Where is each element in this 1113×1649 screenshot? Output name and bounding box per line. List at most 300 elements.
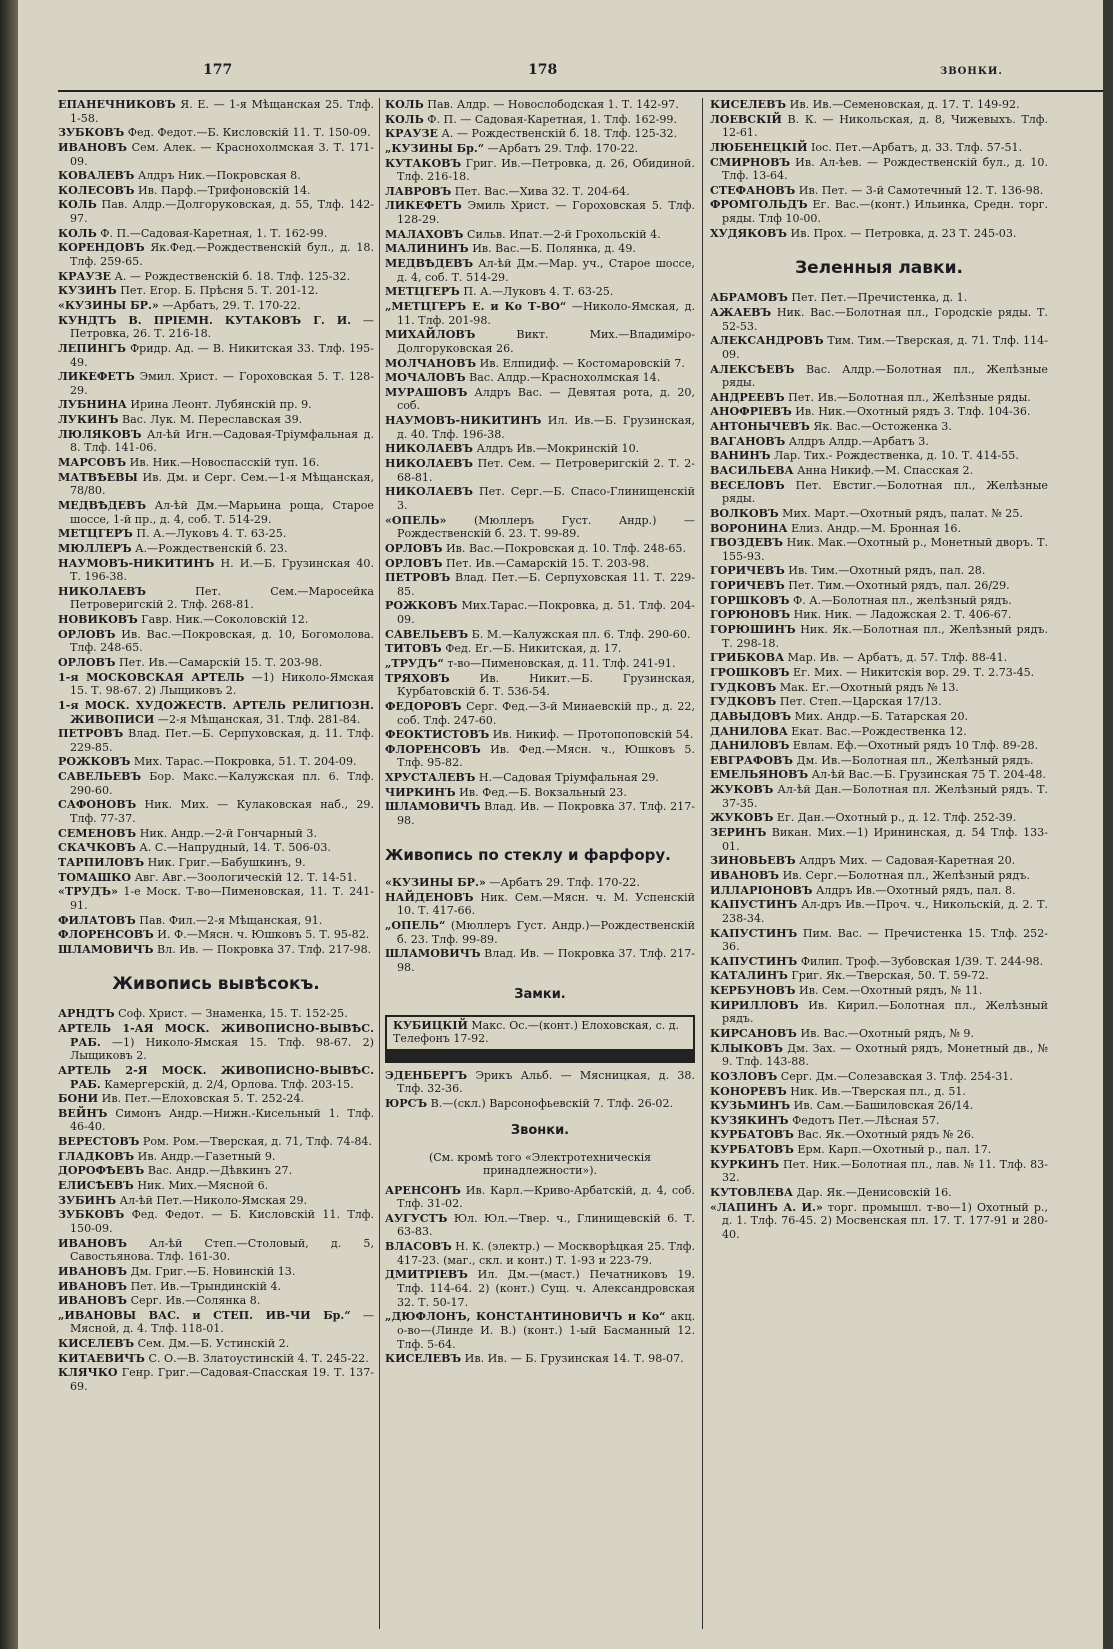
entry-details: Гавр. Ник.—Соколовскій 12. <box>141 613 309 627</box>
page-number: 178 <box>528 62 558 78</box>
entry-details: Іос. Пет.—Арбатъ, д. 33. Тлф. 57-51. <box>810 140 1023 154</box>
entry-details: Ал-ѣй Вас.—Б. Грузинская 75 Т. 204-48. <box>811 768 1046 782</box>
directory-entry <box>58 241 374 268</box>
entry-details: Ф. П. — Садовая-Каретная, 1. Тлф. 162-99. <box>427 112 678 126</box>
directory-entry <box>710 608 1048 622</box>
entry-name: КИТАЕВИЧЪ <box>58 1351 145 1365</box>
directory-entry <box>58 628 374 655</box>
directory-entry <box>58 169 374 183</box>
entry-name: КАПУСТИНЪ <box>710 926 798 940</box>
entry-details: Эмил. Христ. — Гороховская 5. Т. 128-29. <box>70 370 374 397</box>
directory-entry <box>58 1164 374 1178</box>
directory-entry <box>710 1042 1048 1069</box>
directory-entry <box>58 370 374 397</box>
entry-details: Ирина Леонт. Лубянскій пр. 9. <box>130 398 312 412</box>
entry-name: ВОРОНИНА <box>710 521 788 535</box>
entry-name: ВАНИНЪ <box>710 449 771 463</box>
entry-details: Ив. Серг.—Болотная пл., Желѣзный рядъ. <box>782 868 1030 882</box>
entry-name: КУРБАТОВЪ <box>710 1143 794 1157</box>
entry-name: ЕЛИСѢЕВЪ <box>58 1179 134 1193</box>
directory-entry <box>385 285 695 299</box>
entry-details: А. С.—Напрудный, 14. Т. 506-03. <box>139 841 331 855</box>
entry-details: Пет. Егор. Б. Прѣсня 5. Т. 201-12. <box>120 284 319 298</box>
entry-name: „ОПЕЛЬ“ <box>385 919 446 933</box>
directory-entry <box>710 156 1048 183</box>
column-1 <box>58 98 374 1641</box>
directory-entry <box>385 700 695 727</box>
entry-details: Ник. Сем.—Мясн. ч. М. Успенскій 10. Т. 417-66. <box>397 890 695 918</box>
entry-name: НАУМОВЪ-НИКИТИНЪ <box>58 556 215 570</box>
entry-name: АРЕНСОНЪ <box>385 1183 461 1197</box>
entry-name: ГУДКОВЪ <box>710 695 777 709</box>
directory-entry <box>58 98 374 125</box>
entry-name: МАЛАХОВЪ <box>385 227 464 241</box>
directory-entry <box>58 1064 374 1091</box>
directory-entry <box>385 98 695 112</box>
entry-name: ГЛАДКОВЪ <box>58 1149 135 1163</box>
directory-entry <box>710 984 1048 998</box>
entry-details: Вас. Лук. М. Переславская 39. <box>122 413 303 427</box>
entry-details: И. Ф.—Мясн. ч. Юшковъ 5. Т. 95-82. <box>157 928 370 942</box>
ad-text: Макс. Ос.—(конт.) Елоховская, с. д. Телефонъ 17-92. <box>393 1018 680 1046</box>
entry-name: ИВАНОВЪ <box>58 140 128 154</box>
entry-name: АУГУСТЪ <box>385 1211 448 1225</box>
entry-name: МИХАЙЛОВЪ <box>385 328 476 342</box>
entry-details: В.—(скл.) Варсонофьевскій 7. Тлф. 26-02. <box>430 1096 674 1110</box>
directory-list <box>385 98 695 828</box>
entry-name: МЮЛЛЕРЪ <box>58 541 132 555</box>
entry-details: Пет. Евстиг.—Болотная пл., Желѣзные ряды. <box>722 478 1048 506</box>
entry-name: МОЛЧАНОВЪ <box>385 356 477 370</box>
directory-entry <box>58 827 374 841</box>
entry-details: Ив. Пет.—Елоховская 5. Т. 252-24. <box>101 1092 305 1106</box>
directory-entry <box>385 228 695 242</box>
entry-name: «ЛАПИНЪ А. И.» <box>710 1200 823 1214</box>
directory-entry <box>58 727 374 754</box>
entry-details: Бор. Макс.—Калужская пл. 6. Тлф. 290-60. <box>70 770 374 797</box>
entry-name: „ДЮФЛОНЪ, КОНСТАНТИНОВИЧЪ и Ко“ <box>385 1310 666 1324</box>
entry-details: Сем. Алек. — Краснохолмская 3. Т. 171-09. <box>70 140 374 168</box>
entry-details: С. О.—В. Златоустинскій 4. Т. 245-22. <box>148 1351 369 1365</box>
directory-entry <box>710 1099 1048 1113</box>
entry-name: МАТВѢЕВЫ <box>58 470 138 484</box>
entry-name: КИРИЛЛОВЪ <box>710 998 799 1012</box>
directory-entry <box>710 999 1048 1026</box>
directory-entry <box>58 1237 374 1264</box>
directory-entry <box>58 755 374 769</box>
entry-details: (Мюллеръ Густ. Андр.)—Рождественскій б. 23. Тлф. 99-89. <box>397 919 695 946</box>
entry-details: Викан. Мих.—1) Ирининская, д. 54 Тлф. 133-01. <box>722 826 1048 853</box>
entry-name: ТОМАШКО <box>58 870 132 884</box>
entry-name: ОРЛОВЪ <box>58 627 116 641</box>
section-heading-glass: Живопись по стеклу и фарфору. <box>385 845 671 864</box>
entry-details: Вл. Ив. — Покровка 37. Тлф. 217-98. <box>157 942 372 956</box>
entry-details: акц. о-во—(Линде И. В.) (конт.) 1-ый Басманный 12. Тлф. 5-64. <box>397 1310 695 1351</box>
entry-details: Серг. Ив.—Солянка 8. <box>130 1294 261 1308</box>
entry-details: Ив. Прох. — Петровка, д. 23 Т. 245-03. <box>790 226 1017 240</box>
book-binding-edge <box>0 0 18 1649</box>
entry-details: Алдръ Вас. — Девятая рота, д. 20, соб. <box>397 385 695 413</box>
entry-name: ШЛАМОВИЧЪ <box>58 942 154 956</box>
entry-details: Ив. Фед.—Б. Вокзальный 23. <box>459 785 627 799</box>
entry-details: Анна Никиф.—М. Спасская 2. <box>797 464 974 477</box>
entry-details: Серг. Дм.—Солезавская 3. Тлф. 254-31. <box>780 1069 1013 1083</box>
entry-details: Ник. Григ.—Бабушкинъ, 9. <box>147 855 306 869</box>
directory-entry <box>58 141 374 168</box>
entry-details: Сем. Дм.—Б. Устинскій 2. <box>137 1337 290 1351</box>
directory-entry <box>710 969 1048 983</box>
entry-name: „КУЗИНЫ Бр.“ <box>385 141 485 155</box>
directory-entry <box>58 1337 374 1351</box>
entry-name: КИРСАНОВЪ <box>710 1026 797 1040</box>
entry-name: НИКОЛАЕВЪ <box>385 457 474 471</box>
directory-entry <box>710 695 1048 709</box>
entry-details: А.—Рождественскій б. 23. <box>135 541 288 555</box>
entry-name: ПЕТРОВЪ <box>58 727 124 741</box>
advertisement-box <box>385 1015 695 1063</box>
book-page <box>18 0 1103 1649</box>
entry-name: КОЛЕСОВЪ <box>58 183 135 197</box>
entry-name: ЛАВРОВЪ <box>385 184 452 198</box>
directory-entry <box>385 1097 695 1111</box>
directory-entry <box>710 113 1048 140</box>
entry-details: Эрикъ Альб. — Мясницкая, д. 38. Тлф. 32-36. <box>397 1068 695 1096</box>
directory-list <box>58 98 374 956</box>
entry-details: Ник. Ив.—Тверская пл., д. 51. <box>790 1084 966 1098</box>
entry-details: Ник. Вас.—Болотная пл., Городскіе ряды. Т. 52-53. <box>722 305 1048 333</box>
entry-name: ГВОЗДЕВЪ <box>710 536 784 550</box>
directory-entry <box>58 1107 374 1134</box>
entry-details: Алдръ Ник.—Покровская 8. <box>137 169 301 183</box>
directory-list <box>385 1069 695 1111</box>
entry-name: КУРБАТОВЪ <box>710 1128 794 1142</box>
entry-name: ФРОМГОЛЬДЪ <box>710 198 808 212</box>
entry-name: „МЕТЦГЕРЪ Е. и Ко Т-ВО“ <box>385 299 567 313</box>
directory-entry <box>58 1352 374 1366</box>
entry-name: ИВАНОВЪ <box>58 1279 128 1293</box>
entry-name: АНДРЕЕВЪ <box>710 390 785 404</box>
entry-details: Ник. Як.—Болотная пл., Желѣзный рядъ. Т. 298-18. <box>722 623 1048 650</box>
entry-details: Ив. Фед.—Мясн. ч., Юшковъ 5. Тлф. 95-82. <box>397 742 695 770</box>
directory-entry <box>385 185 695 199</box>
entry-name: ВЕСЕЛОВЪ <box>710 478 785 492</box>
entry-name: СКАЧКОВЪ <box>58 841 136 855</box>
column-2 <box>385 98 695 1641</box>
directory-entry <box>385 1352 695 1366</box>
entry-name: ЕМЕЛЬЯНОВЪ <box>710 768 809 782</box>
directory-entry <box>58 585 374 612</box>
entry-details: Сильв. Ипат.—2-й Грохольскій 4. <box>466 227 661 241</box>
directory-entry <box>710 198 1048 225</box>
directory-entry <box>58 413 374 427</box>
entry-name: ВЛАСОВЪ <box>385 1240 452 1254</box>
entry-details: 1-е Моск. Т-во—Пименовская, 11. Т. 241-91. <box>70 885 374 912</box>
directory-entry <box>385 800 695 827</box>
entry-name: КУТАКОВЪ <box>385 156 462 170</box>
directory-entry <box>58 1179 374 1193</box>
entry-name: ИВАНОВЪ <box>58 1236 128 1250</box>
directory-entry <box>58 557 374 584</box>
directory-entry <box>710 666 1048 680</box>
left-page-number: 177 <box>203 62 233 78</box>
directory-entry <box>710 1070 1048 1084</box>
entry-name: НИКОЛАЕВЪ <box>385 485 474 499</box>
entry-details: Ив. Ал-ѣев. — Рождественскій бул., д. 10. Тлф. 13-64. <box>722 155 1048 183</box>
column-divider <box>379 98 380 1629</box>
entry-name: ИВАНОВЪ <box>58 1294 128 1308</box>
directory-entry <box>385 771 695 785</box>
entry-details: Я. Е. — 1-я Мѣщанская 25. Тлф. 1-58. <box>70 98 374 125</box>
directory-entry <box>58 499 374 526</box>
entry-details: Пим. Вас. — Пречистенка 15. Тлф. 252-36. <box>722 926 1048 954</box>
directory-entry <box>385 557 695 571</box>
entry-details: Пав. Алдр.—Долгоруковская, д. 55, Тлф. 142-97. <box>70 198 374 226</box>
entry-details: Влад. Ив. — Покровка 37. Тлф. 217-98. <box>397 800 695 828</box>
directory-entry <box>710 1128 1048 1142</box>
entry-name: САФОНОВЪ <box>58 798 137 812</box>
entry-details: Пав. Фил.—2-я Мѣщанская, 91. <box>139 913 323 927</box>
directory-entry <box>58 198 374 225</box>
entry-details: Ник. Ник. — Ладожская 2. Т. 406-67. <box>793 608 1012 622</box>
entry-name: КЛЫКОВЪ <box>710 1041 783 1055</box>
directory-entry <box>58 671 374 698</box>
entry-details: Ник. Мих. — Кулаковская наб., 29. Тлф. 77-37. <box>70 798 374 826</box>
entry-details: Ф. П.—Садовая-Каретная, 1. Т. 162-99. <box>100 226 328 240</box>
entry-name: ИВАНОВЪ <box>710 868 780 882</box>
entry-details: Фед. Ег.—Б. Никитская, д. 17. <box>445 642 622 656</box>
entry-name: ЖУКОВЪ <box>710 783 774 797</box>
entry-details: Мак. Ег.—Охотный рядъ № 13. <box>779 680 959 694</box>
entry-name: ВАГАНОВЪ <box>710 434 786 448</box>
directory-entry <box>58 1208 374 1235</box>
entry-name: КИСЕЛЕВЪ <box>385 1352 462 1366</box>
entry-name: ЗИНОВЬЕВЪ <box>710 854 796 868</box>
entry-details: —1) Николо-Ямская 15. Т. 98-67. 2) Лыщиковъ 2. <box>70 670 374 698</box>
entry-details: Ив. Сам.—Башиловская 26/14. <box>793 1099 974 1113</box>
directory-entry <box>710 768 1048 782</box>
directory-entry <box>710 927 1048 954</box>
directory-entry <box>385 876 695 890</box>
entry-details: Фед. Федот.—Б. Кисловскій 11. Т. 150-09. <box>127 126 371 140</box>
entry-name: КИСЕЛЕВЪ <box>58 1337 135 1351</box>
entry-name: МЕТЦГЕРЪ <box>58 527 133 541</box>
directory-entry <box>58 928 374 942</box>
directory-entry <box>710 291 1048 305</box>
entry-details: Влад. Пет.—Б. Серпуховская, д. 11. Тлф. 229-85. <box>70 727 374 754</box>
directory-entry <box>385 142 695 156</box>
entry-name: ФЕОКТИСТОВЪ <box>385 728 490 742</box>
entry-details: Мих.Тарас.—Покровка, д. 51. Тлф. 204-09. <box>397 599 695 627</box>
entry-details: Ив. Ник.—Охотный рядъ 3. Тлф. 104-36. <box>795 405 1031 419</box>
entry-details: Пет. Пет.—Пречистенка, д. 1. <box>791 291 968 305</box>
directory-entry <box>385 919 695 946</box>
entry-details: Ал-ѣй Дм.—Марьина роща, Старое шоссе, 1-й пр., д. 4, соб. Т. 514-29. <box>70 498 374 526</box>
entry-details: Мих. Андр.—Б. Татарская 20. <box>794 709 969 723</box>
section-heading-bells: Звонки. <box>510 1122 570 1138</box>
entry-details: Алдръ Мих. — Садовая-Каретная 20. <box>799 854 1016 868</box>
directory-entry <box>58 456 374 470</box>
entry-details: Ив. Кирил.—Болотная пл., Желѣзный рядъ. <box>722 998 1048 1026</box>
entry-name: МЕДВѢДЕВЪ <box>385 257 474 271</box>
directory-entry <box>385 257 695 284</box>
entry-details: Ф. А.—Болотная пл., желѣзный рядъ. <box>793 593 1012 607</box>
directory-entry <box>385 657 695 671</box>
entry-details: Вас. Як.—Охотный рядъ № 26. <box>797 1128 975 1142</box>
directory-entry <box>710 479 1048 506</box>
entry-name: ОРЛОВЪ <box>385 541 443 555</box>
directory-entry <box>710 783 1048 810</box>
entry-name: МАРСОВЪ <box>58 456 127 470</box>
directory-list <box>710 98 1048 240</box>
entry-details: Ив. Вас.—Покровская д. 10. Тлф. 248-65. <box>446 541 686 555</box>
directory-entry <box>58 943 374 957</box>
entry-name: СЕМЕНОВЪ <box>58 826 137 840</box>
directory-entry <box>710 898 1048 925</box>
entry-name: ИЛЛАРІОНОВЪ <box>710 883 813 897</box>
directory-entry <box>58 314 374 341</box>
directory-entry <box>385 157 695 184</box>
entry-details: —Арбатъ 29. Тлф. 170-22. <box>489 876 640 890</box>
directory-entry <box>385 628 695 642</box>
directory-entry <box>58 527 374 541</box>
entry-details: Симонъ Андр.—Нижн.-Кисельный 1. Тлф. 46-40. <box>70 1106 374 1134</box>
directory-entry <box>385 1268 695 1309</box>
entry-name: ЛИКЕФЕТЪ <box>385 199 462 213</box>
entry-name: ВАСИЛЬЕВА <box>710 464 794 477</box>
directory-entry <box>710 507 1048 521</box>
entry-details: Як. Вас.—Остоженка 3. <box>813 420 952 434</box>
entry-name: РОЖКОВЪ <box>58 755 131 769</box>
entry-name: БОНИ <box>58 1092 99 1106</box>
entry-name: ГРИБКОВА <box>710 651 785 665</box>
entry-name: МАЛИНИНЪ <box>385 242 469 256</box>
entry-details: Ив. Елпидиф. — Костомаровскій 7. <box>479 356 685 370</box>
entry-name: АРНДТЪ <box>58 1007 115 1021</box>
entry-name: ЛЮЛЯКОВЪ <box>58 427 142 441</box>
directory-entry <box>385 1069 695 1096</box>
entry-details: Ил. Ив.—Б. Грузинская, д. 40. Тлф. 196-38. <box>397 414 695 441</box>
entry-details: (Мюллеръ Густ. Андр.) — Рождественскій б. 23. Т. 99-89. <box>397 513 695 541</box>
directory-entry <box>58 471 374 498</box>
directory-entry <box>58 126 374 140</box>
entry-name: САВЕЛЬЕВЪ <box>385 627 469 641</box>
directory-entry <box>710 435 1048 449</box>
entry-name: ГОРИЧЕВЪ <box>710 564 785 578</box>
entry-details: Пет. Ив.—Самарскій 15. Т. 203-98. <box>446 556 650 570</box>
entry-details: Ив. Пет. — 3-й Самотечный 12. Т. 136-98. <box>798 183 1044 197</box>
entry-name: ГОРИЧЕВЪ <box>710 579 785 593</box>
directory-entry <box>710 594 1048 608</box>
section-heading-greens: Зеленныя лавки. <box>795 258 963 279</box>
directory-entry <box>385 242 695 256</box>
entry-details: Дм. Григ.—Б. Новинскій 13. <box>130 1264 296 1278</box>
entry-details: Федотъ Пет.—Лѣсная 57. <box>792 1113 940 1127</box>
entry-details: Эмиль Христ. — Гороховская 5. Тлф. 128-29. <box>397 199 695 227</box>
directory-entry <box>385 642 695 656</box>
entry-details: Вас. Алдр.—Краснохолмская 14. <box>469 371 661 385</box>
directory-entry <box>385 1240 695 1267</box>
entry-details: —Петровка, 26. Т. 216-18. <box>70 313 374 341</box>
directory-entry <box>385 127 695 141</box>
entry-details: Пет. Тим.—Охотный рядъ, пал. 26/29. <box>788 579 1010 593</box>
entry-name: НИКОЛАЕВЪ <box>58 584 147 598</box>
entry-name: ЭДЕНБЕРГЪ <box>385 1068 468 1082</box>
entry-details: —2-я Мѣщанская, 31. Тлф. 281-84. <box>157 712 361 726</box>
directory-entry <box>710 1186 1048 1200</box>
entry-name: ЕВГРАФОВЪ <box>710 753 794 767</box>
entry-name: ТИТОВЪ <box>385 642 442 656</box>
directory-entry <box>710 184 1048 198</box>
entry-details: Мар. Ив. — Арбатъ, д. 57. Тлф. 88-41. <box>787 651 1008 665</box>
entry-name: ВОЛКОВЪ <box>710 506 779 520</box>
directory-entry <box>385 1212 695 1239</box>
entry-name: ЛЕПИНГЪ <box>58 341 126 355</box>
entry-details: Б. М.—Калужская пл. 6. Тлф. 290-60. <box>471 627 691 641</box>
entry-details: Вас. Андр.—Дѣвкинъ 27. <box>147 1164 293 1178</box>
directory-entry <box>58 1135 374 1149</box>
entry-name: МЕТЦГЕРЪ <box>385 285 460 299</box>
directory-entry <box>58 1007 374 1021</box>
entry-details: —1) Николо-Ямская 15. Тлф. 98-67. 2) Лыщиковъ 2. <box>70 1035 374 1063</box>
entry-details: Пет. Серг.—Б. Спасо-Глинищенскій 3. <box>397 485 695 512</box>
directory-entry <box>710 522 1048 536</box>
entry-name: ЧИРКИНЪ <box>385 785 456 799</box>
directory-entry <box>710 1158 1048 1185</box>
entry-name: „ТРУДЪ“ <box>385 656 444 670</box>
directory-entry <box>58 1309 374 1336</box>
directory-entry <box>58 1022 374 1063</box>
entry-name: КОВАЛЕВЪ <box>58 169 135 183</box>
entry-name: АНОФРІЕВЪ <box>710 405 792 419</box>
entry-details: Пет. Ив.—Трындинскій 4. <box>130 1279 282 1293</box>
entry-details: — Мясной, д. 4. Тлф. 118-01. <box>70 1308 374 1336</box>
directory-entry <box>710 739 1048 753</box>
directory-entry <box>385 1310 695 1351</box>
entry-details: —Арбатъ, 29. Т. 170-22. <box>162 298 301 312</box>
running-header: ЗВОНКИ. <box>940 66 1003 77</box>
directory-entry <box>710 363 1048 390</box>
directory-entry <box>58 885 374 912</box>
entry-details: Авг. Авг.—Зоологическій 12. Т. 14-51. <box>134 870 358 884</box>
entry-name: ДАНИЛОВА <box>710 724 788 738</box>
entry-details: Ник. Андр.—2-й Гончарный 3. <box>139 826 318 840</box>
entry-name: «ТРУДЪ» <box>58 885 118 899</box>
directory-entry <box>710 141 1048 155</box>
directory-entry <box>385 414 695 441</box>
entry-details: Пет. Сем.—Маросейка Петроверигскій 2. Тлф. 268-81. <box>70 584 374 612</box>
directory-entry <box>710 391 1048 405</box>
entry-details: Ал-ѣй Степ.—Столовый, д. 5, Савостьянова. Тлф. 161-30. <box>70 1236 374 1264</box>
entry-name: КЕРБУНОВЪ <box>710 984 796 998</box>
directory-entry <box>58 770 374 797</box>
entry-name: РОЖКОВЪ <box>385 599 458 613</box>
directory-entry <box>710 651 1048 665</box>
directory-list <box>58 1007 374 1393</box>
entry-name: МЕДВѢДЕВЪ <box>58 498 147 512</box>
entry-details: т-во—Пименовская, д. 11. Тлф. 241-91. <box>447 656 676 670</box>
entry-details: А. — Рождественскій б. 18. Тлф. 125-32. <box>441 127 678 141</box>
section-heading-locks: Замки. <box>514 986 566 1002</box>
entry-name: ТАРПИЛОВЪ <box>58 855 145 869</box>
directory-entry <box>385 1184 695 1211</box>
entry-details: Ив. Дм. и Серг. Сем.—1-я Мѣщанская, 78/80. <box>70 470 374 498</box>
entry-name: НАУМОВЪ-НИКИТИНЪ <box>385 414 542 428</box>
directory-entry <box>710 536 1048 563</box>
entry-details: Евлам. Еф.—Охотный рядъ 10 Тлф. 89-28. <box>792 739 1039 753</box>
entry-name: ЮРСЪ <box>385 1096 428 1110</box>
entry-name: ЗУБКОВЪ <box>58 126 125 140</box>
entry-name: ДМИТРІЕВЪ <box>385 1268 468 1282</box>
